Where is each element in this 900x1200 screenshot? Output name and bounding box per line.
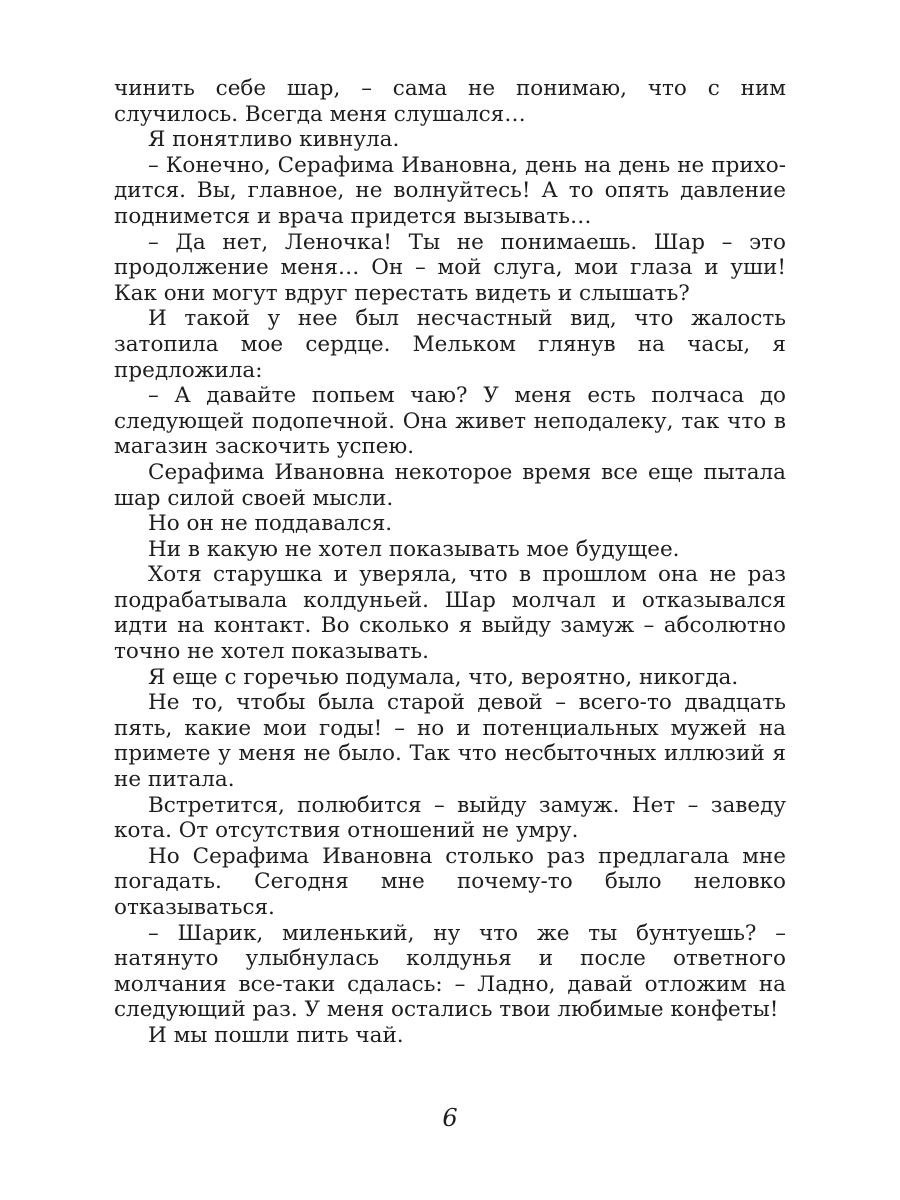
page-number: 6 bbox=[442, 1104, 458, 1132]
paragraph-6: – А давайте попьем чаю? У меня есть полчаса до следующей подопечной. Она живет неподалеку, так что в магазин заскочить успею. bbox=[114, 383, 786, 460]
paragraph-10: Хотя старушка и уверяла, что в прошлом она не раз подрабатывала колдуньей. Шар молчал и отказывался идти на контакт. Во сколько я выйду замуж – абсолютно точно не хотел показывать. bbox=[114, 562, 786, 665]
paragraph-4: – Да нет, Леночка! Ты не понимаешь. Шар – это продолжение меня… Он – мой слуга, мои глаза и уши! Как они могут вдруг перестать видеть и слышать? bbox=[114, 229, 786, 306]
paragraph-15: – Шарик, миленький, ну что же ты бунтуешь? – натянуто улыбнулась колдунья и после ответного молчания все-таки сдалась: – Ладно, давай отложим на следующий раз. У меня остались твои любимые конфеты! bbox=[114, 920, 786, 1023]
paragraph-7: Серафима Ивановна некоторое время все еще пытала шар силой своей мысли. bbox=[114, 459, 786, 511]
paragraph-3: – Конечно, Серафима Ивановна, день на день не приходится. Вы, главное, не волнуйтесь! А то опять давление поднимется и врача придется вызывать… bbox=[114, 152, 786, 229]
paragraph-5: И такой у нее был несчастный вид, что жалость затопила мое сердце. Мельком глянув на часы, я предложила: bbox=[114, 306, 786, 383]
paragraph-14: Но Серафима Ивановна столько раз предлагала мне погадать. Сегодня мне почему-то было неловко отказываться. bbox=[114, 843, 786, 920]
paragraph-13: Встретится, полюбится – выйду замуж. Нет – заведу кота. От отсутствия отношений не умру. bbox=[114, 792, 786, 844]
paragraph-9: Ни в какую не хотел показывать мое будущее. bbox=[148, 536, 680, 562]
paragraph-12: Не то, чтобы была старой девой – всего-то двадцать пять, какие мои годы! – но и потенциальных мужей на примете у меня не было. Так что несбыточных иллюзий я не питала. bbox=[114, 690, 786, 793]
page-text-body bbox=[114, 76, 786, 1049]
paragraph-2: Я понятливо кивнула. bbox=[148, 127, 400, 153]
paragraph-16: И мы пошли пить чай. bbox=[148, 1022, 404, 1048]
paragraph-11: Я еще с горечью подумала, что, вероятно, никогда. bbox=[148, 664, 739, 690]
paragraph-1: чинить себе шар, – сама не понимаю, что с ним случилось. Всегда меня слушался… bbox=[114, 76, 786, 127]
paragraph-8: Но он не поддавался. bbox=[148, 511, 393, 537]
